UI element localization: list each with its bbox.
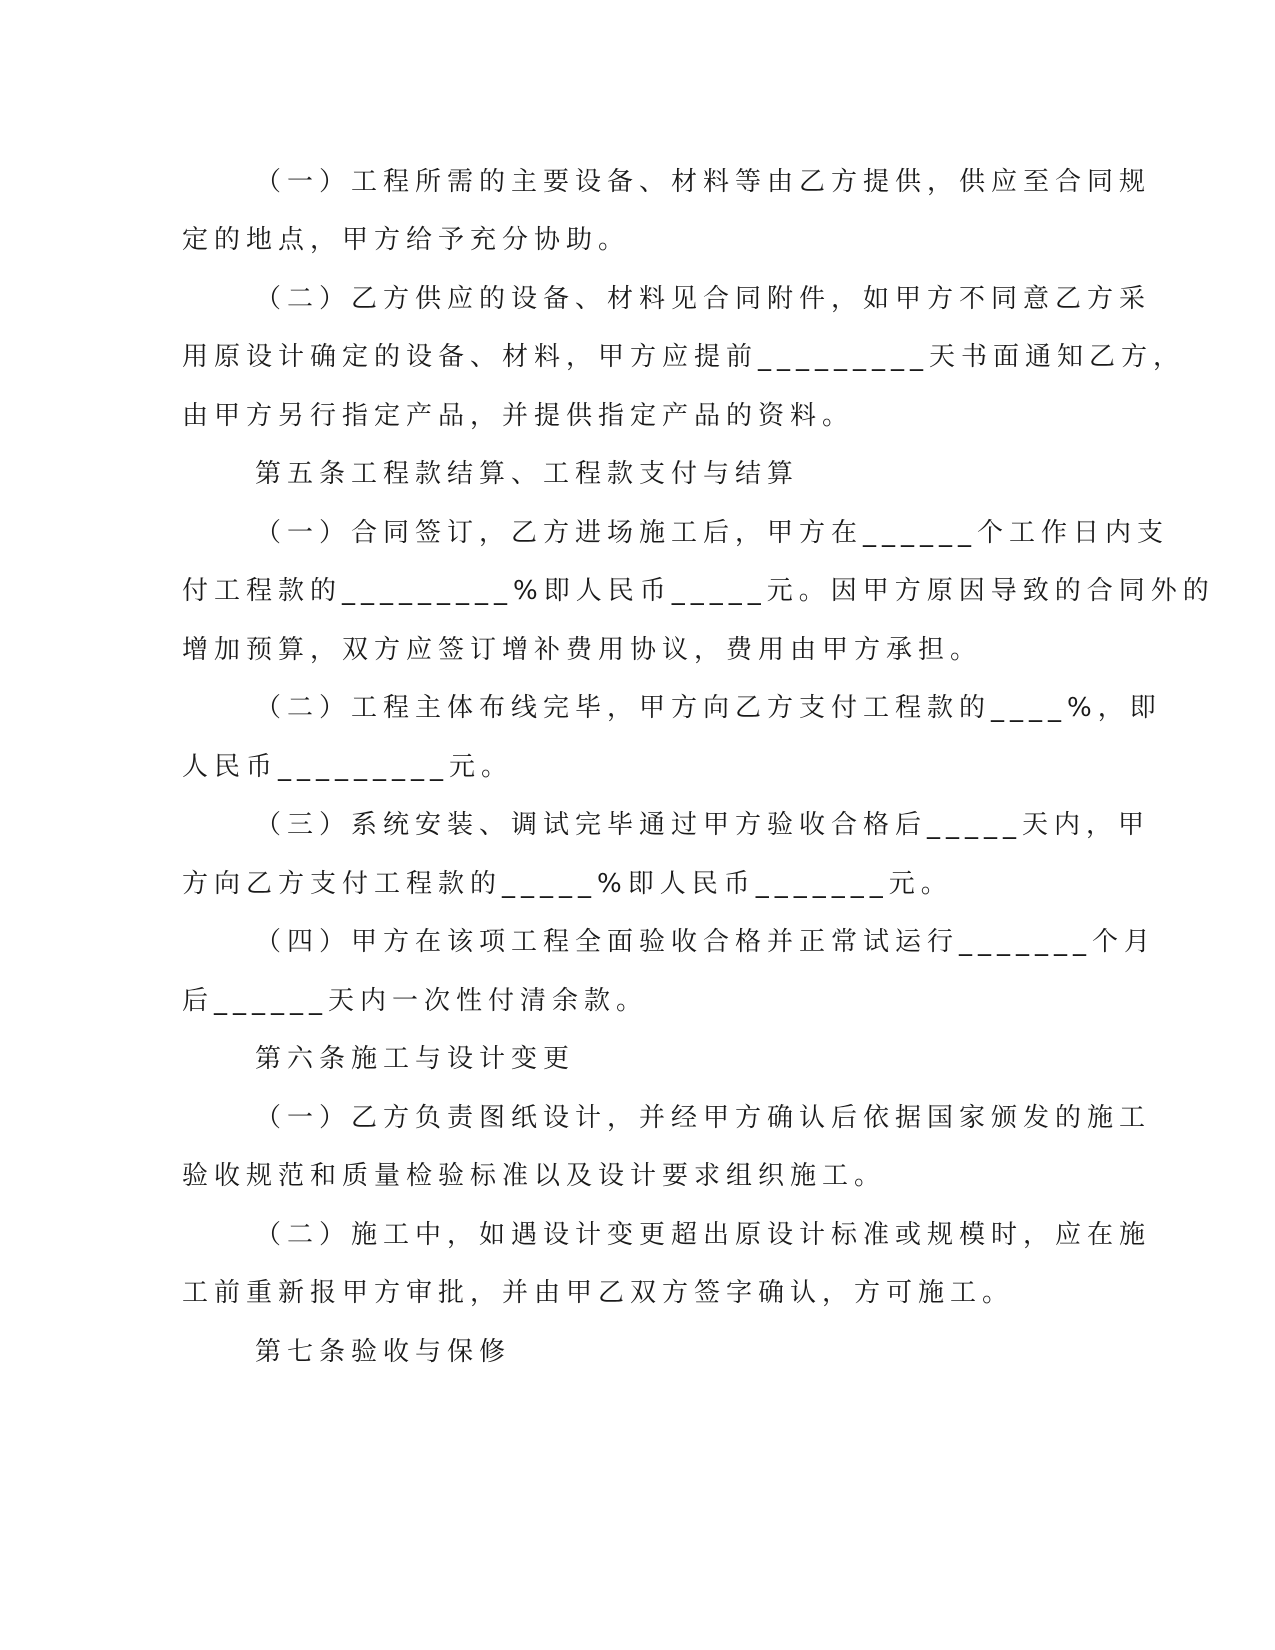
section-heading: 第七条验收与保修 — [255, 1337, 512, 1367]
paragraph-line: 由甲方另行指定产品，并提供指定产品的资料。 — [182, 401, 855, 431]
paragraph-line: 增加预算，双方应签订增补费用协议，费用由甲方承担。 — [182, 635, 983, 665]
paragraph-line: 定的地点，甲方给予充分协助。 — [182, 225, 631, 255]
paragraph-line: （一）乙方负责图纸设计，并经甲方确认后依据国家颁发的施工 — [255, 1103, 1152, 1133]
paragraph-line: 验收规范和质量检验标准以及设计要求组织施工。 — [182, 1161, 887, 1191]
paragraph-line: 人民币_________元。 — [182, 752, 514, 782]
paragraph-line: （二）工程主体布线完毕，甲方向乙方支付工程款的____%，即 — [255, 693, 1162, 723]
paragraph-line: 用原设计确定的设备、材料，甲方应提前_________天书面通知乙方， — [182, 342, 1186, 372]
section-heading: 第五条工程款结算、工程款支付与结算 — [255, 459, 800, 489]
paragraph-line: 付工程款的_________%即人民币_____元。因甲方原因导致的合同外的 — [182, 576, 1215, 606]
section-heading: 第六条施工与设计变更 — [255, 1044, 576, 1074]
paragraph-line: （二）施工中，如遇设计变更超出原设计标准或规模时，应在施 — [255, 1220, 1152, 1250]
paragraph-line: （一）合同签订，乙方进场施工后，甲方在______个工作日内支 — [255, 518, 1170, 548]
paragraph-line: 后______天内一次性付清余款。 — [182, 986, 649, 1016]
paragraph-line: （二）乙方供应的设备、材料见合同附件，如甲方不同意乙方采 — [255, 284, 1152, 314]
paragraph-line: （四）甲方在该项工程全面验收合格并正常试运行_______个月 — [255, 927, 1157, 957]
paragraph-line: 工前重新报甲方审批，并由甲乙双方签字确认，方可施工。 — [182, 1278, 1015, 1308]
paragraph-line: （三）系统安装、调试完毕通过甲方验收合格后_____天内，甲 — [255, 810, 1151, 840]
paragraph-line: 方向乙方支付工程款的_____%即人民币_______元。 — [182, 869, 953, 899]
paragraph-line: （一）工程所需的主要设备、材料等由乙方提供，供应至合同规 — [255, 167, 1152, 197]
